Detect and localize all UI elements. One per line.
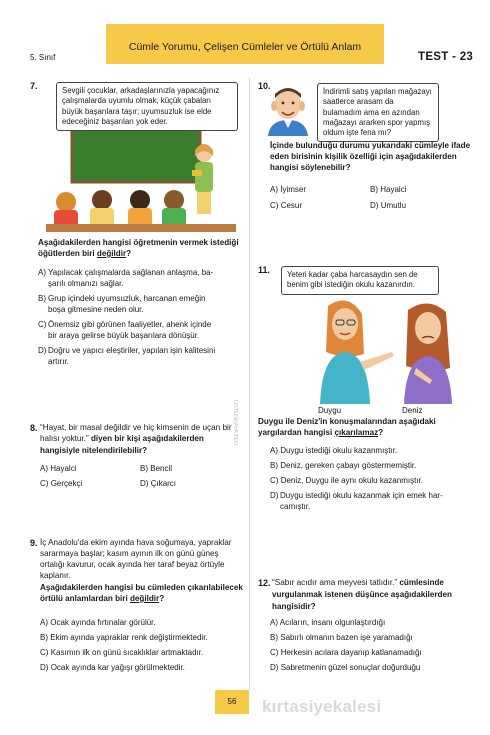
q10-option-d[interactable]: D) Umutlu bbox=[370, 201, 407, 211]
q12-options bbox=[270, 617, 478, 673]
q10-stem: İçinde bulunduğu durumu yukarıdaki cümleyle ifade eden birisinin kişilik özelliği için aşağıdakilerden hangisi söylenebilir? bbox=[270, 141, 471, 172]
q8-question: diyen bir kişi aşağıdakilerden hangisiyle nitelendirilebilir? bbox=[40, 434, 204, 456]
test-label: TEST - 23 bbox=[418, 51, 474, 63]
q7-speech-bubble: Sevgili çocuklar, arkadaşlarınızla yapacağınız çalışmalarda uyumlu olmak, küçük çabaları büyük başarılara taşır; uyumsuzluk ise elde edeceğiniz başarıları yok eder. bbox=[56, 82, 238, 131]
q12-number: 12. bbox=[258, 578, 271, 588]
q7-stem-negation: değildir bbox=[96, 248, 127, 258]
page-number: 56 bbox=[215, 690, 249, 714]
q9-stem: Aşağıdakilerden hangisi bu cümleden çıkarılabilecek örtülü anlamlardan biri değildir? bbox=[40, 583, 243, 603]
deniz-figure bbox=[404, 303, 452, 404]
q8-quote: “Hayat, bir masal değildir ve hiç kimsenin de uçan bir halısı yoktur.” bbox=[40, 423, 232, 444]
q8-option-a[interactable]: A) Hayalci bbox=[40, 464, 77, 473]
q9-stem-negation: değildir bbox=[129, 593, 160, 603]
page-title: Cümle Yorumu, Çelişen Cümleler ve Örtülü Anlam bbox=[128, 41, 362, 53]
q11-number: 11. bbox=[258, 265, 271, 275]
q7-stem bbox=[38, 238, 244, 260]
q12-stem bbox=[272, 577, 478, 613]
deniz-label: Deniz bbox=[402, 406, 423, 415]
q11-option-a[interactable]: A) Duygu istediği okulu kazanmıştır. bbox=[270, 446, 398, 455]
q8-option-b[interactable]: B) Bencil bbox=[140, 464, 173, 473]
grade-label: 5. Sınıf bbox=[30, 53, 56, 62]
q10-option-c[interactable]: C) Cesur bbox=[270, 201, 303, 211]
q8-option-c[interactable]: C) Gerçekçi bbox=[40, 479, 83, 489]
q10-options bbox=[270, 184, 476, 211]
q9-passage: İç Anadolu'da ekim ayında hava soğumaya, yapraklar sararmaya başlar; kasım ayının ilk on günü güneş ortalığı kavurur, ocak ayında her taraf beyaz örtüyle kaplanır. bbox=[40, 538, 232, 581]
q9-number: 9. bbox=[30, 538, 38, 548]
q11-option-c[interactable]: C) Deniz, Duygu ile aynı okulu kazanmıştır. bbox=[270, 476, 423, 486]
q9-options bbox=[40, 617, 246, 673]
q7-options bbox=[38, 267, 244, 367]
q11-stem: Duygu ile Deniz'in konuşmalarından aşağıdaki yargılardan hangisi çıkarılamaz? bbox=[258, 417, 436, 437]
q7-option-d[interactable]: D) Doğru ve yapıcı eleştiriler, yapılan işin kalitesini artırır. bbox=[38, 346, 216, 367]
q12-option-c[interactable]: C) Herkesin acılara dayanıp katlanamadığı bbox=[270, 648, 422, 658]
q8-option-d[interactable]: D) Çıkarcı bbox=[140, 479, 177, 489]
q7-option-a[interactable]: A) Yapılacak çalışmalarda sağlanan anlaşma, ba- şarılı olmanızı sağlar. bbox=[38, 268, 214, 289]
two-girls-illustration bbox=[300, 296, 470, 404]
q10-option-a[interactable]: A) İyimser bbox=[270, 185, 307, 194]
man-illustration bbox=[262, 84, 316, 136]
q12-option-a[interactable]: A) Acıların, insanı olgunlaştırdığı bbox=[270, 618, 386, 627]
duygu-label: Duygu bbox=[318, 406, 342, 415]
q7-number: 7. bbox=[30, 81, 38, 91]
q8-stem bbox=[40, 422, 244, 457]
q11-option-b[interactable]: B) Deniz, gereken çabayı göstermemiştir. bbox=[270, 461, 417, 471]
side-mark: ÜSTÜNKAYA TEO bbox=[232, 400, 238, 446]
q12-question: cümlesinde vurgulanmak istenen düşünce aşağıdakilerden hangisidir? bbox=[272, 578, 452, 611]
q8-number: 8. bbox=[30, 423, 38, 433]
watermark-logo: kırtasiyekalesi bbox=[262, 697, 382, 716]
q11-options bbox=[270, 445, 478, 512]
q9-option-a[interactable]: A) Ocak ayında fırtınalar görülür. bbox=[40, 618, 156, 627]
q10-speech-bubble: İndirimli satış yapılan mağazayı saatlerce arasam da bulamadım ama en azından mağazayı ararken spor yapmış oldum işte fena mı? bbox=[317, 83, 439, 142]
duygu-figure bbox=[320, 301, 394, 404]
q12-option-b[interactable]: B) Sabırlı olmanın bazen işe yaramadığı bbox=[270, 633, 413, 643]
q7-stem-text: Aşağıdakilerden hangisi öğretmenin vermek istediği öğütlerden biri bbox=[38, 238, 239, 258]
q7-option-c[interactable]: C) Önemsiz gibi görünen faaliyetler, ahenk içinde bir araya gelirse büyük başarılara dönüşür. bbox=[38, 320, 212, 341]
q11-option-d[interactable]: D) Duygu istediği okulu kazanmak için emek har- camıştır. bbox=[270, 491, 443, 512]
q10-number: 10. bbox=[258, 81, 271, 91]
q12-option-d[interactable]: D) Sabretmenin güzel sonuçlar doğurduğu bbox=[270, 663, 421, 673]
q11-stem-negation: çıkarılamaz bbox=[334, 427, 379, 437]
q9-option-c[interactable]: C) Kasımın ilk on günü sıcaklıklar artmaktadır. bbox=[40, 648, 204, 658]
q7-stem-end: ? bbox=[126, 248, 132, 258]
q11-speech-bubble: Yeteri kadar çaba harcasaydın sen de benim gibi istediğin okulu kazanırdın. bbox=[281, 266, 439, 295]
q9-option-d[interactable]: D) Ocak ayında kar yağışı görülmektedir. bbox=[40, 663, 185, 673]
q7-option-b[interactable]: B) Grup içindeki uyumsuzluk, harcanan emeğin boşa gitmesine neden olur. bbox=[38, 294, 206, 315]
q9-option-b[interactable]: B) Ekim ayında yapraklar renk değiştirmektedir. bbox=[40, 633, 208, 643]
q12-quote: “Sabır acıdır ama meyvesi tatlıdır.” bbox=[272, 578, 398, 587]
q10-option-b[interactable]: B) Hayalci bbox=[370, 185, 407, 194]
q8-options bbox=[40, 463, 240, 489]
column-divider bbox=[249, 78, 250, 690]
